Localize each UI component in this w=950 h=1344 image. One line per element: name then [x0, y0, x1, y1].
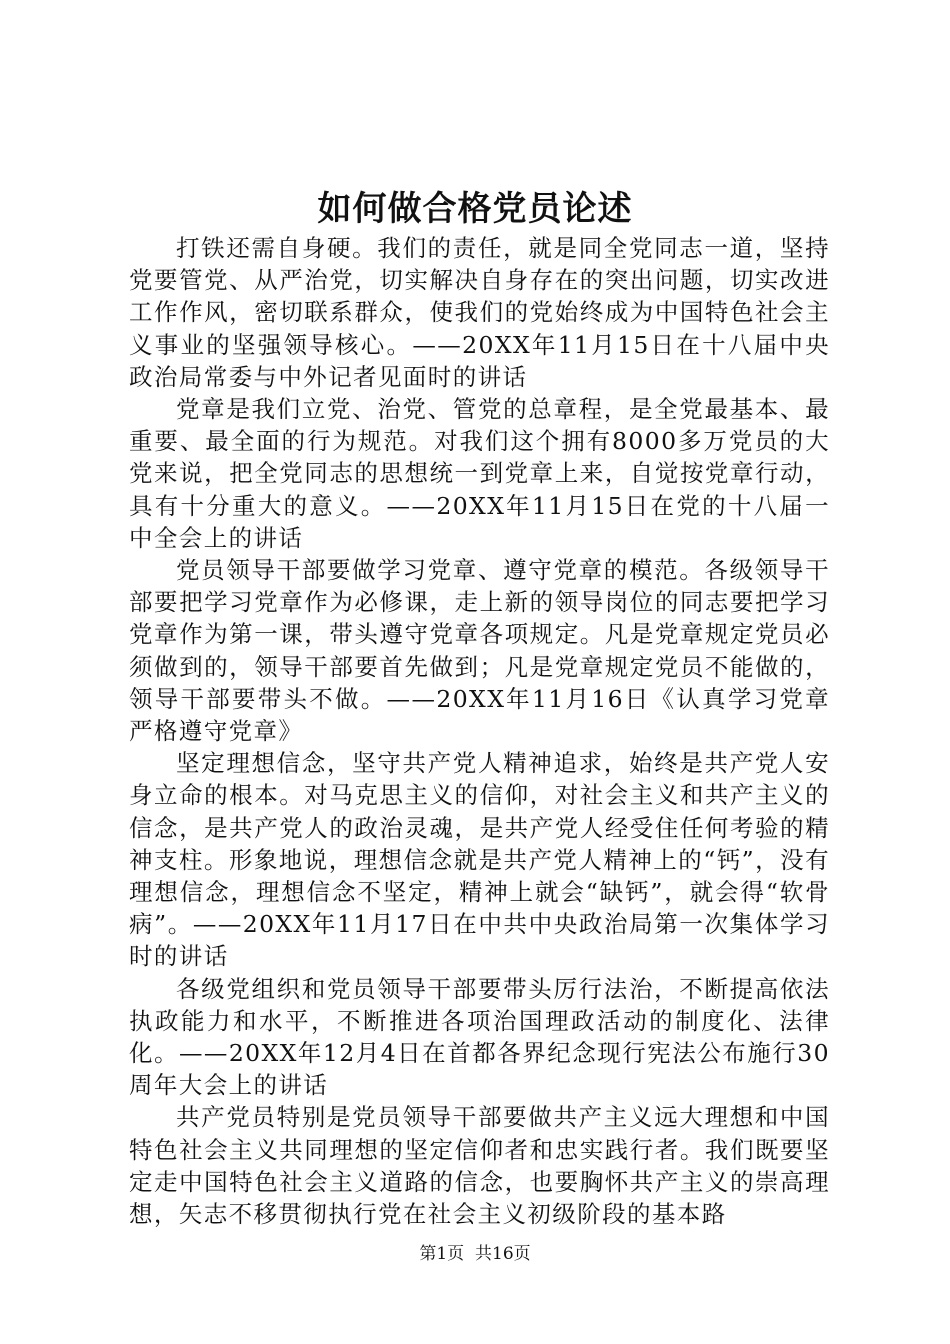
document-body	[129, 232, 830, 1230]
paragraph: 党员领导干部要做学习党章、遵守党章的模范。各级领导干部要把学习党章作为必修课，走上新的领导岗位的同志要把学习党章作为第一课，带头遵守党章各项规定。凡是党章规定党员必须做到的，领导干部要首先做到；凡是党章规定党员不能做的，领导干部要带头不做。——20XX年11月16日《认真学习党章严格遵守党章》	[129, 556, 830, 746]
page-number: 第1页	[419, 1244, 465, 1264]
paragraph: 共产党员特别是党员领导干部要做共产主义远大理想和中国特色社会主义共同理想的坚定信仰者和忠实践行者。我们既要坚定走中国特色社会主义道路的信念，也要胸怀共产主义的崇高理想，矢志不移贯彻执行党在社会主义初级阶段的基本路	[129, 1103, 830, 1229]
paragraph: 打铁还需自身硬。我们的责任，就是同全党同志一道，坚持党要管党、从严治党，切实解决自身存在的突出问题，切实改进工作作风，密切联系群众，使我们的党始终成为中国特色社会主义事业的坚强领导核心。——20XX年11月15日在十八届中央政治局常委与中外记者见面时的讲话	[129, 234, 830, 391]
paragraph: 各级党组织和党员领导干部要带头厉行法治，不断提高依法执政能力和水平，不断推进各项治国理政活动的制度化、法律化。——20XX年12月4日在首都各界纪念现行宪法公布施行30周年大会上的讲话	[129, 974, 830, 1100]
page-total: 共16页	[475, 1244, 531, 1264]
paragraph: 坚定理想信念，坚守共产党人精神追求，始终是共产党人安身立命的根本。对马克思主义的信仰，对社会主义和共产主义的信念，是共产党人的政治灵魂，是共产党人经受住任何考验的精神支柱。形象地说，理想信念就是共产党人精神上的“钙”，没有理想信念，理想信念不坚定，精神上就会“缺钙”，就会得“软骨病”。——20XX年11月17日在中共中央政治局第一次集体学习时的讲话	[129, 749, 830, 971]
document-title: 如何做合格党员论述	[317, 189, 633, 229]
page-footer	[0, 1242, 950, 1266]
paragraph: 党章是我们立党、治党、管党的总章程，是全党最基本、最重要、最全面的行为规范。对我们这个拥有8000多万党员的大党来说，把全党同志的思想统一到党章上来，自觉按党章行动，具有十分重大的意义。——20XX年11月15日在党的十八届一中全会上的讲话	[129, 395, 830, 552]
